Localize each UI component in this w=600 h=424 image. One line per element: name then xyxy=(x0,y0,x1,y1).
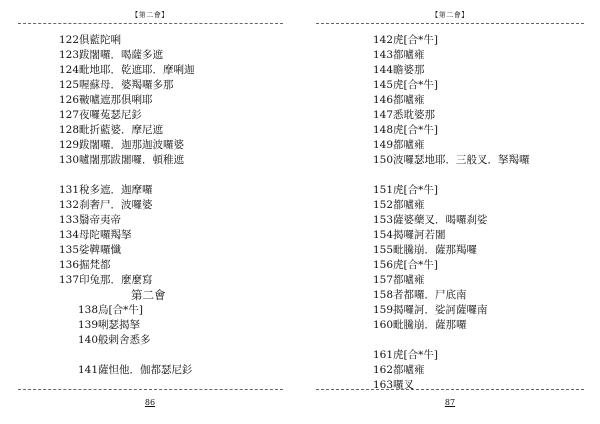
mantra-line: 137印兔那．麼麼寫 xyxy=(59,274,153,286)
mantra-line: 132刹奢尸．波囉婆 xyxy=(59,199,153,211)
mantra-line: 127夜囉菟瑟尼釤 xyxy=(59,109,143,121)
header-divider xyxy=(316,23,584,24)
footer-divider xyxy=(18,389,283,390)
mantra-line: 154揭囉訶若闍 xyxy=(373,229,446,241)
mantra-line: 150波囉瑟地耶．三般叉．拏羯囉 xyxy=(373,154,530,166)
mantra-line: 135娑鞞囉懺 xyxy=(59,244,122,256)
mantra-line: 160毗騰崩．薩那囉 xyxy=(373,319,467,331)
mantra-line: 148虎[合*牛] xyxy=(373,124,438,136)
mantra-line: 151虎[合*牛] xyxy=(373,184,438,196)
mantra-line: 136掘梵都 xyxy=(59,259,111,271)
mantra-lines xyxy=(373,33,530,393)
mantra-line: 130嚧闍那跋闍囉．頓稚遮 xyxy=(59,154,185,166)
mantra-lines xyxy=(59,33,195,378)
header-divider xyxy=(18,23,283,24)
mantra-line: 145虎[合*牛] xyxy=(373,79,438,91)
mantra-line: 152都嚧雍 xyxy=(373,199,425,211)
mantra-line: 124毗地耶．乾遮耶．摩唎迦 xyxy=(59,64,195,76)
mantra-line: 139唎瑟揭拏 xyxy=(78,319,141,331)
mantra-line: 163囉叉 xyxy=(373,379,415,391)
mantra-line: 140般剌舍悉多 xyxy=(78,334,151,346)
mantra-line: 161虎[合*牛] xyxy=(373,349,438,361)
mantra-line: 129跋闍囉．迦那迦波囉婆 xyxy=(59,139,185,151)
mantra-line: 141薩怛他．伽都瑟尼釤 xyxy=(78,364,193,376)
mantra-line: 144瞻婆那 xyxy=(373,64,425,76)
mantra-line: 153薩婆藥叉．喝囉刹娑 xyxy=(373,214,488,226)
mantra-line: 126皸嚧遮那俱唎耶 xyxy=(59,94,153,106)
mantra-line: 125喔蘇母．婆羯囉多那 xyxy=(59,79,174,91)
page-header: 【第二會】 xyxy=(131,11,169,19)
mantra-line: 128毗折藍婆．摩尼遮 xyxy=(59,124,164,136)
right-page xyxy=(300,0,600,424)
section-heading: 第二會 xyxy=(131,288,166,302)
blank-line xyxy=(373,168,530,183)
mantra-line: 143都嚧雍 xyxy=(373,49,425,61)
mantra-line: 122俱藍陀唎 xyxy=(59,34,122,46)
footer-divider xyxy=(316,389,584,390)
blank-line xyxy=(59,168,195,183)
page-number: 87 xyxy=(444,398,456,407)
mantra-line: 158者都囉．尸底南 xyxy=(373,289,467,301)
mantra-line: 123跋闍囉．喝薩多遮 xyxy=(59,49,164,61)
page-header: 【第二會】 xyxy=(431,11,469,19)
mantra-line: 131稅多遮．迦摩囉 xyxy=(59,184,153,196)
mantra-line: 133翳帝夷帝 xyxy=(59,214,122,226)
mantra-line: 138烏[合*牛] xyxy=(78,304,143,316)
mantra-line: 146都嚧雍 xyxy=(373,94,425,106)
mantra-line: 149都嚧雍 xyxy=(373,139,425,151)
blank-line xyxy=(373,333,530,348)
mantra-line: 147悉耽婆那 xyxy=(373,109,436,121)
mantra-line: 162都嚧雍 xyxy=(373,364,425,376)
mantra-line: 134母陀囉羯拏 xyxy=(59,229,132,241)
mantra-line: 156虎[合*牛] xyxy=(373,259,438,271)
page-number: 86 xyxy=(144,398,156,407)
blank-line xyxy=(59,348,195,363)
mantra-line: 157都嚧雍 xyxy=(373,274,425,286)
mantra-line: 142虎[合*牛] xyxy=(373,34,438,46)
mantra-line: 159揭囉訶．娑訶薩囉南 xyxy=(373,304,488,316)
mantra-line: 155毗騰崩．薩那羯囉 xyxy=(373,244,478,256)
